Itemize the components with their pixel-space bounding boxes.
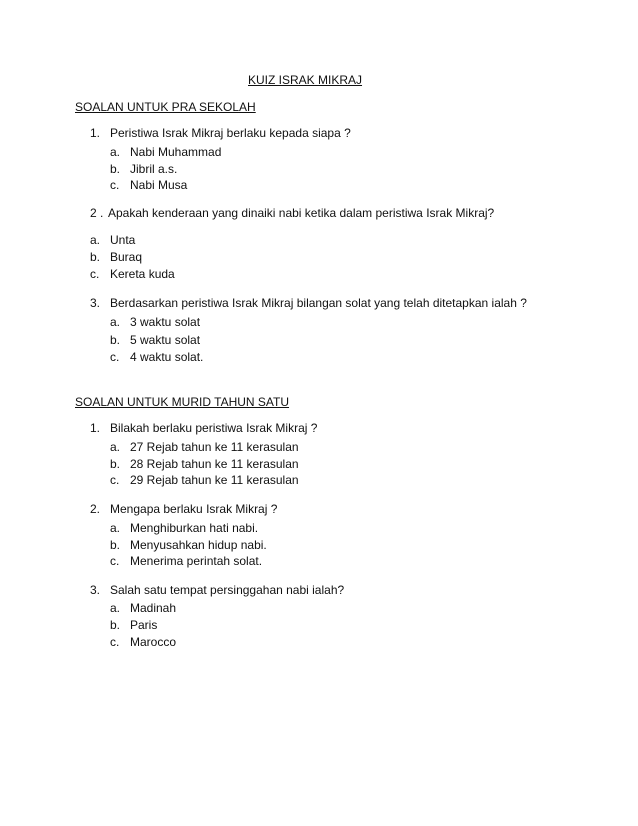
option-letter: b. xyxy=(110,538,121,552)
option-letter: b. xyxy=(110,162,121,176)
option-text: Nabi Musa xyxy=(130,178,188,192)
question-text: Salah satu tempat persinggahan nabi ialah? xyxy=(110,583,345,597)
option-letter: c. xyxy=(110,350,120,364)
question-text: Peristiwa Israk Mikraj berlaku kepada siapa ? xyxy=(110,126,351,140)
option-text: 27 Rejab tahun ke 11 kerasulan xyxy=(130,440,299,454)
question-text: Mengapa berlaku Israk Mikraj ? xyxy=(110,502,278,516)
question-text: Bilakah berlaku peristiwa Israk Mikraj ? xyxy=(110,421,318,435)
question-number: 2 . xyxy=(90,206,104,220)
question-number: 1. xyxy=(90,126,101,140)
option-letter: b. xyxy=(110,457,121,471)
option-letter: b. xyxy=(110,333,121,347)
option-text: 29 Rejab tahun ke 11 kerasulan xyxy=(130,473,299,487)
option-letter: c. xyxy=(90,267,100,281)
option-text: 4 waktu solat. xyxy=(130,350,204,364)
section-heading: SOALAN UNTUK MURID TAHUN SATU xyxy=(75,395,290,409)
option-text: 28 Rejab tahun ke 11 kerasulan xyxy=(130,457,299,471)
option-text: Menghiburkan hati nabi. xyxy=(130,521,259,535)
option-text: Buraq xyxy=(110,250,143,264)
question-number: 3. xyxy=(90,583,101,597)
section-heading: SOALAN UNTUK PRA SEKOLAH xyxy=(75,100,256,114)
question-number: 3. xyxy=(90,296,101,310)
option-text: 5 waktu solat xyxy=(130,333,201,347)
document-title: KUIZ ISRAK MIKRAJ xyxy=(248,73,363,87)
option-letter: c. xyxy=(110,473,120,487)
option-text: Marocco xyxy=(130,635,177,649)
option-letter: c. xyxy=(110,178,120,192)
option-letter: c. xyxy=(110,635,120,649)
option-letter: a. xyxy=(90,233,101,247)
option-text: Jibril a.s. xyxy=(130,162,178,176)
option-text: Menyusahkan hidup nabi. xyxy=(130,538,267,552)
question-number: 1. xyxy=(90,421,101,435)
option-text: 3 waktu solat xyxy=(130,315,201,329)
question-text: Berdasarkan peristiwa Israk Mikraj bilangan solat yang telah ditetapkan ialah ? xyxy=(110,296,527,310)
option-letter: b. xyxy=(90,250,101,264)
option-letter: a. xyxy=(110,601,121,615)
option-text: Madinah xyxy=(130,601,177,615)
question-text: Apakah kenderaan yang dinaiki nabi ketika dalam peristiwa Israk Mikraj? xyxy=(108,206,495,220)
option-letter: a. xyxy=(110,521,121,535)
option-letter: a. xyxy=(110,440,121,454)
option-text: Paris xyxy=(130,618,158,632)
option-text: Kereta kuda xyxy=(110,267,175,281)
option-letter: b. xyxy=(110,618,121,632)
option-letter: a. xyxy=(110,315,121,329)
option-letter: c. xyxy=(110,554,120,568)
option-text: Unta xyxy=(110,233,136,247)
option-text: Menerima perintah solat. xyxy=(130,554,263,568)
option-text: Nabi Muhammad xyxy=(130,145,222,159)
option-letter: a. xyxy=(110,145,121,159)
question-number: 2. xyxy=(90,502,101,516)
